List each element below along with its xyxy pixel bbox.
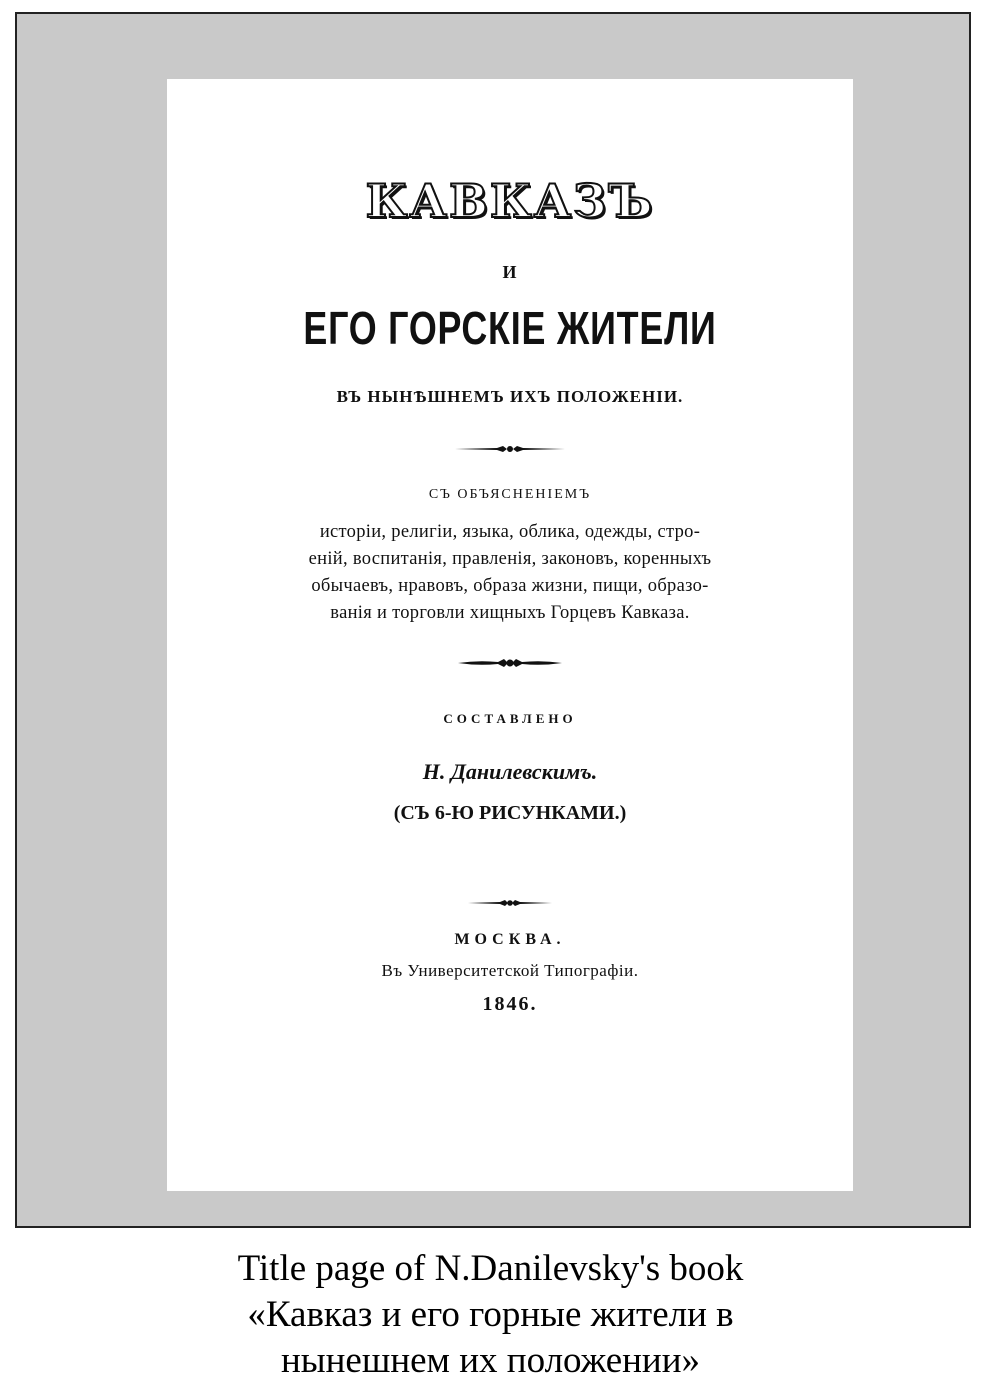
explanation-line: исторіи, религіи, языка, облика, одежды, стро- (319, 522, 701, 542)
explanation-text (167, 519, 853, 627)
subtitle: ЕГО ГОРСКІЕ ЖИТЕЛИ (303, 302, 717, 354)
publication-city: МОСКВА. (454, 931, 566, 948)
printer: Въ Университетской Типографіи. (381, 961, 639, 980)
title-page (167, 79, 853, 1191)
explanation-line: обычаевъ, нравовъ, образа жизни, пищи, образо- (311, 576, 709, 596)
ornament-divider-2 (167, 656, 853, 670)
caption-line: «Кавказ и его горные жители в (247, 1294, 734, 1335)
caption-line: нынешнем их положении» (280, 1340, 701, 1381)
publication-year: 1846. (482, 993, 538, 1015)
figure-caption (0, 1246, 981, 1384)
figures-note: (СЪ 6-Ю РИСУНКАМИ.) (393, 802, 627, 824)
main-title: КАВКАЗЪ (365, 174, 655, 228)
explanation-line: еній, воспитанія, правленія, законовъ, коренныхъ (308, 549, 712, 569)
explanation-heading: СЪ ОБЪЯСНЕНІЕМЪ (428, 487, 592, 502)
tagline: ВЪ НЫНѢШНЕМЪ ИХЪ ПОЛОЖЕНІИ. (336, 387, 684, 406)
caption-line: Title page of N.Danilevsky's book (237, 1248, 744, 1289)
ornament-divider-3 (167, 896, 853, 910)
author-name: Н. Данилевскимъ. (422, 759, 598, 784)
explanation-line: ванія и торговли хищныхъ Горцевъ Кавказа. (330, 603, 690, 623)
title-conjunction: И (502, 262, 518, 282)
compiled-by-label: СОСТАВЛЕНО (443, 711, 577, 726)
ornament-divider-1 (167, 442, 853, 456)
scan-frame (15, 12, 971, 1228)
